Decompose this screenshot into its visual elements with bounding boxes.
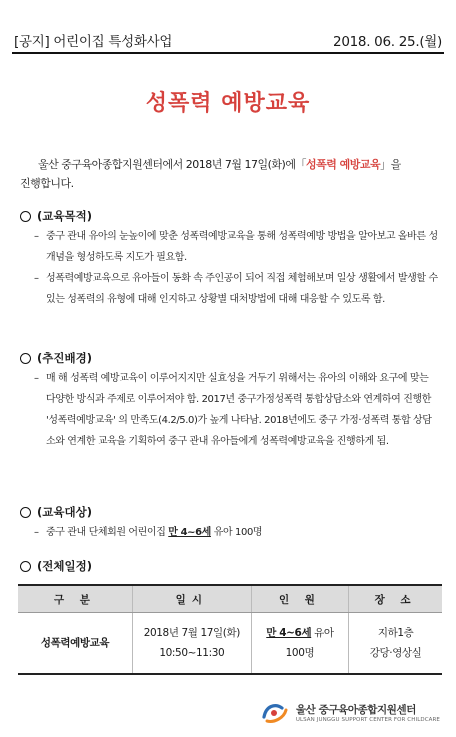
table-row [18,613,442,675]
table-header: 구 분 [18,585,132,613]
intro-paragraph [20,155,440,193]
footer-logo-area [260,700,440,724]
age-emphasis: 만 4~6세 [168,527,211,538]
table-cell-name: 성폭력예방교육 [18,613,132,675]
table-header-row [18,585,442,613]
list-item: – 매 해 성폭력 예방교육이 이루어지지만 실효성을 거두기 위해서는 유아의 이해와 요구에 맞는 다양한 방식과 주제로 이루어져야 함. 2017년 중구가정성폭력 통합상담소와 연계하여 진행한 '성폭력예방교육' 의 만족도(4.2/5.0)가 높게 나타남. 2018년에도 중구 가정·성폭력 통합 상담소와 연계한 교육을 기획하여 중구 관내 유아들에게 성폭력예방교육을 진행하게 됨. [34,373,432,447]
circle-bullet-icon [20,507,31,518]
table-cell-people: 만 4~6세 유아 100명 [251,613,349,675]
header-divider [12,52,444,54]
circle-bullet-icon [20,561,31,572]
table-header: 장 소 [349,585,442,613]
section-heading: (추진배경) [37,351,92,365]
document-header [0,0,456,58]
table-header: 인 원 [251,585,349,613]
list-item: – 성폭력예방교육으로 유아들이 동화 속 주인공이 되어 직접 체험해보며 일상 생활에서 발생할 수 있는 성폭력의 유형에 대해 인지하고 상황별 대처방법에 대해 대응할 수 있도록 함. [34,273,438,305]
circle-bullet-icon [20,353,31,364]
intro-text-1: 울산 중구육아종합지원센터에서 2018년 7월 17일(화)에「 [38,158,306,171]
childcare-center-logo-icon [260,700,290,724]
list-item: – 중구 관내 유아의 눈높이에 맞춘 성폭력예방교육을 통해 성폭력예방 방법을 알아보고 올바른 성 개념을 형성하도록 지도가 필요함. [34,231,438,263]
circle-bullet-icon [20,211,31,222]
intro-text-3: 진행합니다. [20,177,74,190]
section-heading: (교육대상) [37,505,92,519]
footer-org-name: 울산 중구육아종합지원센터 [295,703,416,716]
section-heading: (교육목적) [37,209,92,223]
table-cell-datetime: 2018년 7월 17일(화) 10:50~11:30 [132,613,251,675]
schedule-table [18,584,442,675]
section-background [20,350,440,452]
intro-highlight: 성폭력 예방교육 [305,158,381,171]
notice-label: [공지] 어린이집 특성화사업 [14,34,173,50]
intro-text-2: 」을 [380,158,401,171]
section-target [20,504,440,543]
section-heading: (전체일정) [37,559,92,573]
table-header: 일시 [132,585,251,613]
section-schedule [20,558,440,576]
footer-org-english: ULSAN JUNGGU SUPPORT CENTER FOR CHILDCARE [295,716,440,723]
page-title: 성폭력 예방교육 [145,91,311,116]
table-cell-place: 지하1층 강당·영상실 [349,613,442,675]
section-purpose [20,208,440,310]
list-item: – 중구 관내 단체회원 어린이집 만 4~6세 유아 100명 [34,527,263,538]
notice-date: 2018. 06. 25.(월) [333,34,442,50]
